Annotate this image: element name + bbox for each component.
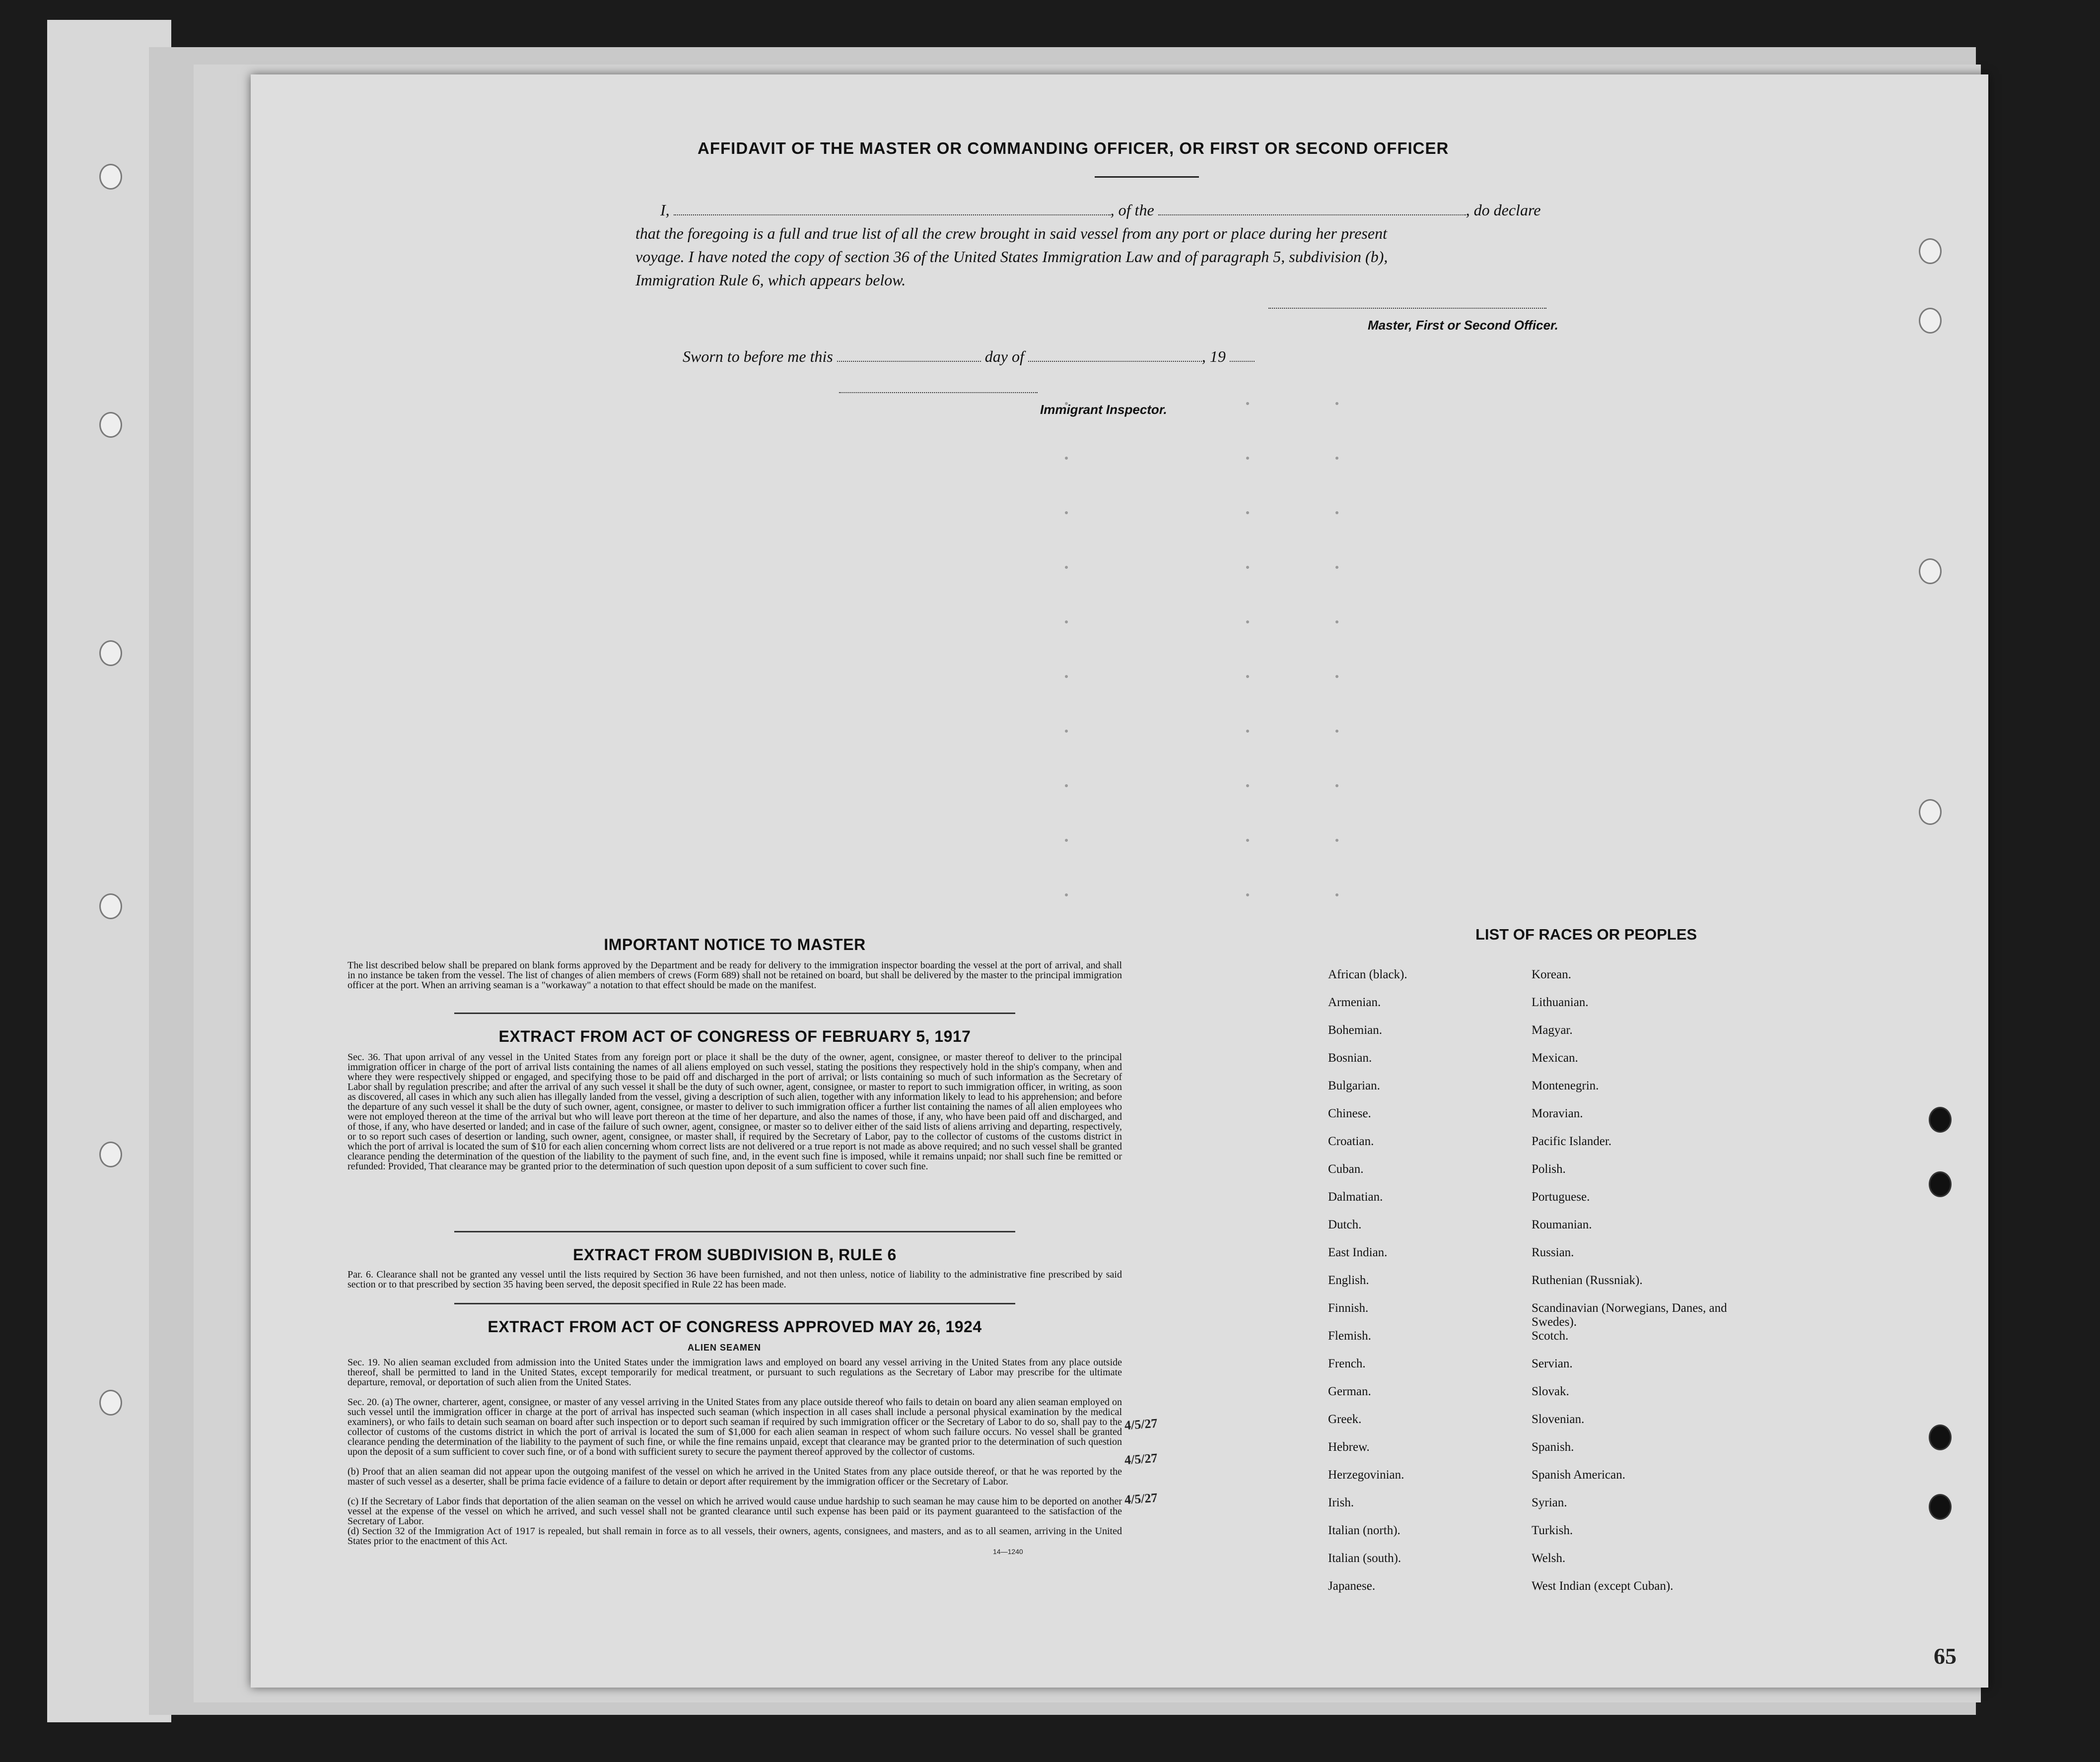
race-item: Scotch.	[1532, 1329, 1569, 1343]
extract-1924-title: EXTRACT FROM ACT OF CONGRESS APPROVED MAY 26, 1924	[488, 1318, 982, 1336]
punch-hole	[99, 1142, 122, 1167]
race-item: Armenian.	[1328, 996, 1381, 1009]
page-number: 65	[1934, 1643, 1957, 1669]
year-blank	[1230, 361, 1255, 362]
affidavit-line-3: voyage. I have noted the copy of section 36 of the United States Immigration Law and of paragraph 5, subdivision (b),	[635, 248, 1388, 266]
race-item: Mexican.	[1532, 1051, 1578, 1065]
manifest-page	[251, 74, 1988, 1688]
race-item: Slovak.	[1532, 1385, 1569, 1398]
race-item: Italian (north).	[1328, 1524, 1400, 1537]
affidavit-line-1	[660, 201, 1540, 219]
extract-1924-sec19: Sec. 19. No alien seaman excluded from admission into the United States under the immigration laws and employed on board any vessel arriving in the United States from any place outside thereof, shall be permitted to land in the United States, except temporarily for medical treatment, or pursuant to such regulations as the Secretary of Labor may prescribe for the ultimate departure, removal, or deportation of such alien from the United States.	[348, 1357, 1122, 1388]
race-item: Slovenian.	[1532, 1413, 1585, 1426]
race-item: Herzegovinian.	[1328, 1468, 1404, 1482]
race-item: West Indian (except Cuban).	[1532, 1579, 1674, 1593]
race-item: Magyar.	[1532, 1023, 1573, 1037]
section-divider	[454, 1013, 1015, 1014]
race-item: Bulgarian.	[1328, 1079, 1380, 1092]
title-underline	[1095, 176, 1199, 178]
race-item: Cuban.	[1328, 1162, 1364, 1176]
extract-rule6-text: Par. 6. Clearance shall not be granted any vessel until the lists required by Section 36 have been furnished, and not then unless, notice of liability to the administrative fine prescribed by said section or to that prescribed by section 35 having been served, the deposit specified in Rule 22 has been made.	[348, 1269, 1122, 1290]
punch-hole	[1919, 558, 1942, 584]
race-item: Turkish.	[1532, 1524, 1573, 1537]
punch-hole	[1919, 799, 1942, 825]
race-item: Roumanian.	[1532, 1218, 1592, 1231]
extract-1917-title: EXTRACT FROM ACT OF CONGRESS OF FEBRUARY 5, 1917	[498, 1027, 971, 1045]
punch-hole	[1929, 1107, 1952, 1133]
race-item: Greek.	[1328, 1413, 1362, 1426]
extract-1924-sec20b: (b) Proof that an alien seaman did not appear upon the outgoing manifest of the vessel on which he arrived in the United States from any place outside thereof, or that he was reported by the master of such vessel as a deserter, shall be prima facie evidence of a failure to detain or deport after requirement by the immigration officer or the Secretary of Labor.	[348, 1466, 1122, 1487]
race-item: Spanish American.	[1532, 1468, 1625, 1482]
race-item: German.	[1328, 1385, 1371, 1398]
race-item: African (black).	[1328, 968, 1407, 981]
handwritten-date: 4/5/27	[1124, 1416, 1158, 1433]
name-blank	[674, 214, 1111, 215]
race-item: Welsh.	[1532, 1552, 1566, 1565]
punch-hole	[1919, 308, 1942, 334]
punch-hole	[99, 164, 122, 190]
faint-manifest-columns	[417, 392, 1807, 988]
section-divider	[454, 1303, 1015, 1304]
form-code: 14—1240	[993, 1548, 1023, 1556]
extract-1924-sec20a: Sec. 20. (a) The owner, charterer, agent, consignee, or master of any vessel arriving in the United States from any place outside thereof who fails to detain on board any alien seaman employed on such vessel until the immigration officer in charge at the port of arrival has inspected such seaman (which inspection in all cases shall include a personal physical examination by the medical examiners), or who fails to detain such seaman on board after such inspection or to deport such seaman if required by such immigration officer or the Secretary of Labor to do so, shall pay to the collector of customs of the customs district in which the port of arrival is located the sum of $1,000 for each alien seaman in respect of whom such failure occurs. No vessel shall be granted clearance pending the determination of the liability to the payment of such fine, or while the fine remains unpaid, except that clearance may be granted prior to the determination of such question upon the deposit of a sum sufficient to cover such fine, or of a bond with sufficient surety to secure the payment thereof approved by the collector of customs.	[348, 1397, 1122, 1457]
race-item: Chinese.	[1328, 1107, 1371, 1120]
race-item: Japanese.	[1328, 1579, 1376, 1593]
race-item: Flemish.	[1328, 1329, 1371, 1343]
races-left-column	[1328, 968, 1407, 1607]
extract-1917-text: Sec. 36. That upon arrival of any vessel in the United States from any foreign port or place it shall be the duty of the owner, agent, consignee, or master thereof to deliver to the principal immigration officer in charge of the port of arrival lists containing the names of all aliens employed on such vessel, stating the positions they respectively hold in the ship's company, when and where they were respectively shipped or engaged, and specifying those to be paid off and discharged in the port of arrival; or lists containing so much of such information as the Secretary of Labor shall by regulation prescribe; and after the arrival of any such vessel it shall be the duty of such owner, agent, consignee, or master to report to such immigration officer, in writing, as soon as discovered, all cases in which any such alien has illegally landed from the vessel, giving a description of such alien, together with any information likely to lead to his apprehension; and before the departure of any such vessel it shall be the duty of such owner, agent, consignee, or master to deliver to such immigration officer a further list containing the names of all alien employees who were not employed thereon at the time of the arrival but who will leave port thereon at the time of her departure, and also the names of those, if any, who have been paid off and discharged, and of those, if any, who have deserted or landed; and in case of the failure of such owner, agent, consignee, or master so to deliver either of the said lists of aliens arriving and departing, respectively, or to so report such cases of desertion or landing, such owner, agent, consignee, or master shall, if required by the Secretary of Labor, pay to the collector of customs of the customs district in which the port of arrival is located the sum of $10 for each alien concerning whom correct lists are not delivered or a true report is not made as above required; and no such vessel shall be granted clearance pending the determination of the question of the liability to the payment of such fine, and, in the event such fine is imposed, while it remains unpaid; nor shall such fine be remitted or refunded: Provided, That clearance may be granted prior to the determination of such question upon deposit of a sum sufficient to cover such fine.	[348, 1052, 1122, 1172]
race-item: Hebrew.	[1328, 1440, 1370, 1454]
section-divider	[454, 1231, 1015, 1232]
race-item: Syrian.	[1532, 1496, 1567, 1509]
inspector-line	[839, 392, 1038, 393]
day-blank	[837, 361, 981, 362]
punch-hole	[1919, 238, 1942, 264]
handwritten-date: 4/5/27	[1124, 1450, 1158, 1468]
race-item: Dutch.	[1328, 1218, 1362, 1231]
race-item: Dalmatian.	[1328, 1190, 1383, 1204]
race-item: Italian (south).	[1328, 1552, 1401, 1565]
sworn-label: Sworn to before me this	[683, 347, 833, 365]
affidavit-line-2: that the foregoing is a full and true list of all the crew brought in said vessel from any port or place during her present	[635, 224, 1387, 242]
handwritten-date: 4/5/27	[1124, 1490, 1158, 1507]
race-item: Servian.	[1532, 1357, 1573, 1370]
race-item: Lithuanian.	[1532, 996, 1589, 1009]
race-item: French.	[1328, 1357, 1366, 1370]
extract-1924-sec20d: (d) Section 32 of the Immigration Act of 1917 is repealed, but shall remain in force as to all vessels, their owners, agents, consignees, and masters, and as to all seamen, arriving in the United States prior to the enactment of this Act.	[348, 1526, 1122, 1547]
affidavit-i-label: I,	[660, 201, 670, 219]
extract-1924-sec20c: (c) If the Secretary of Labor finds that deportation of the alien seaman on the vessel on which he arrived would cause undue hardship to such seaman he may cause him to be deported on another vessel at the expense of the vessel on which he arrived, and such vessel shall not be granted clearance until such expense has been paid or its payment guaranteed to the satisfaction of the Secretary of Labor.	[348, 1496, 1122, 1527]
signature-line	[1268, 308, 1546, 309]
month-blank	[1028, 361, 1202, 362]
race-item: Finnish.	[1328, 1301, 1369, 1315]
punch-hole	[1929, 1424, 1952, 1450]
race-item: Korean.	[1532, 968, 1571, 981]
inspector-label: Immigrant Inspector.	[1040, 402, 1167, 417]
race-item: Ruthenian (Russniak).	[1532, 1274, 1643, 1287]
notice-title: IMPORTANT NOTICE TO MASTER	[604, 936, 866, 953]
race-item: Bosnian.	[1328, 1051, 1372, 1065]
vessel-blank	[1158, 214, 1466, 215]
races-title: LIST OF RACES OR PEOPLES	[1475, 926, 1697, 943]
alien-seamen-subtitle: ALIEN SEAMEN	[688, 1343, 762, 1353]
punch-hole	[99, 412, 122, 438]
punch-hole	[99, 1390, 122, 1416]
of-the-label: , of the	[1110, 201, 1154, 219]
race-item: Bohemian.	[1328, 1023, 1383, 1037]
punch-hole	[1929, 1494, 1952, 1520]
race-item: English.	[1328, 1274, 1369, 1287]
race-item: Moravian.	[1532, 1107, 1583, 1120]
day-of-label: day of	[984, 347, 1024, 365]
race-item: Montenegrin.	[1532, 1079, 1599, 1092]
race-item: Scandinavian (Norwegians, Danes, and Swedes).	[1532, 1301, 1727, 1329]
race-item: Irish.	[1328, 1496, 1354, 1509]
punch-hole	[99, 893, 122, 919]
sworn-line	[683, 347, 1255, 366]
race-item: Russian.	[1532, 1246, 1574, 1259]
race-item: Polish.	[1532, 1162, 1566, 1176]
races-right-column	[1532, 968, 1740, 1607]
race-item: East Indian.	[1328, 1246, 1388, 1259]
race-item: Portuguese.	[1532, 1190, 1590, 1204]
punch-hole	[99, 640, 122, 666]
signature-label: Master, First or Second Officer.	[1368, 318, 1558, 333]
punch-hole	[1929, 1171, 1952, 1197]
declare-label: , do declare	[1466, 201, 1541, 219]
race-item: Croatian.	[1328, 1135, 1374, 1148]
affidavit-line-4: Immigration Rule 6, which appears below.	[635, 271, 906, 289]
race-item: Pacific Islander.	[1532, 1135, 1612, 1148]
affidavit-title: AFFIDAVIT OF THE MASTER OR COMMANDING OFFICER, OR FIRST OR SECOND OFFICER	[698, 139, 1449, 157]
race-item: Spanish.	[1532, 1440, 1574, 1454]
extract-rule6-title: EXTRACT FROM SUBDIVISION B, RULE 6	[573, 1246, 897, 1264]
year-label: , 19	[1201, 347, 1226, 365]
notice-text: The list described below shall be prepared on blank forms approved by the Department and be ready for delivery to the immigration inspector boarding the vessel at the port of arrival, and shall in no instance be taken from the vessel. The list of changes of alien members of crews (Form 689) shall not be retained on board, but shall be delivered by the master to the principal immigration officer at the port. When an arriving seaman is a "workaway" a notation to that effect should be made on the manifest.	[348, 960, 1122, 991]
